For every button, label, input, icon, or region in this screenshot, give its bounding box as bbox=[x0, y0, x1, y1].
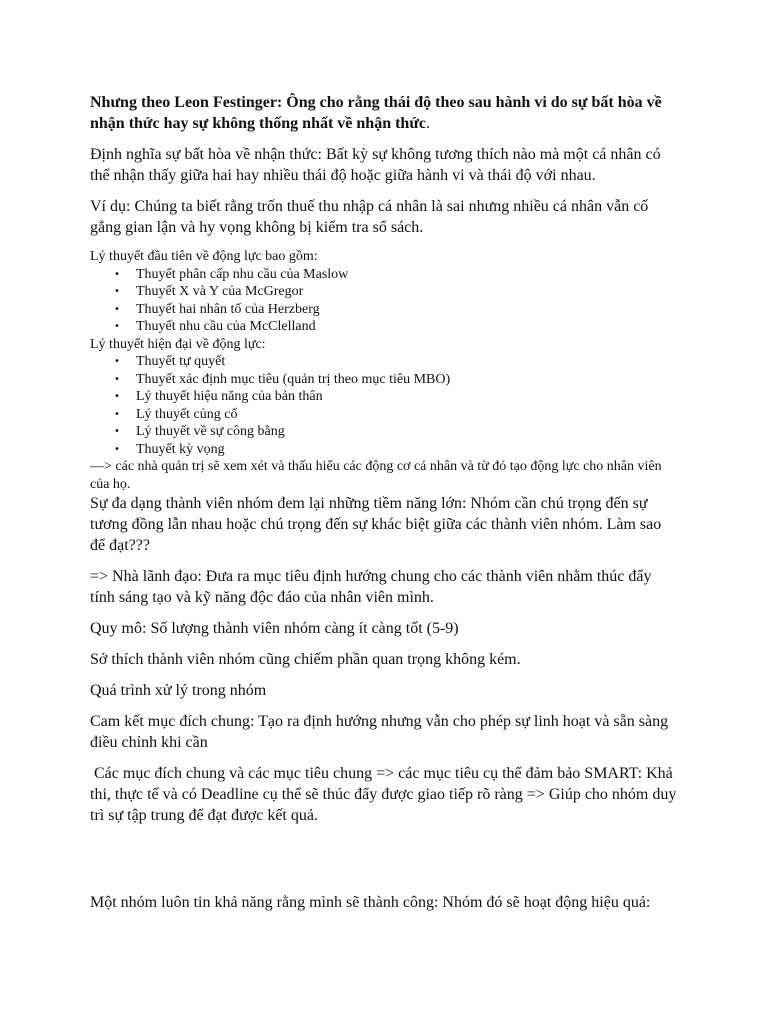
list-item: • Lý thuyết hiệu năng của bản thân bbox=[136, 388, 680, 406]
list-item: • Thuyết nhu cầu của McClelland bbox=[136, 318, 680, 336]
modern-theories-title: Lý thuyết hiện đại về động lực: bbox=[90, 336, 266, 352]
document-page bbox=[90, 92, 680, 923]
festinger-bold-text: Nhưng theo Leon Festinger: Ông cho rằng thái độ theo sau hành vi do sự bất hòa về nhận thức hay sự không thống nhất về nhận thức bbox=[90, 94, 662, 132]
list-item: • Thuyết hai nhân tố của Herzberg bbox=[136, 301, 680, 319]
list-item: • Lý thuyết về sự công bằng bbox=[136, 423, 680, 441]
list-item: • Thuyết kỳ vọng bbox=[136, 441, 680, 459]
paragraph-diversity: Sự đa dạng thành viên nhóm đem lại những tiềm năng lớn: Nhóm cần chú trọng đến sự tương đồng lẫn nhau hoặc chú trọng đến sự khác biệt giữa các thành viên nhóm. Làm sao để đạt??? bbox=[90, 495, 662, 554]
paragraph-leader: => Nhà lãnh đạo: Đưa ra mục tiêu định hướng chung cho các thành viên nhằm thúc đẩy tính sáng tạo và kỹ năng độc đáo của nhân viên mình. bbox=[90, 568, 652, 606]
list-item: • Thuyết X và Y của McGregor bbox=[136, 283, 680, 301]
festinger-tail: . bbox=[426, 115, 431, 132]
paragraph-process: Quá trình xử lý trong nhóm bbox=[90, 682, 267, 699]
list-item: • Thuyết phân cấp nhu cầu của Maslow bbox=[136, 266, 680, 284]
arrow-note: —> các nhà quản trị sẽ xem xét và thấu hiểu các động cơ cá nhân và từ đó tạo động lực cho nhân viên của họ. bbox=[90, 459, 662, 492]
paragraph-festinger bbox=[90, 92, 680, 134]
paragraph-commitment: Cam kết mục đích chung: Tạo ra định hướng nhưng vẫn cho phép sự linh hoạt và sẵn sàng điều chỉnh khi cần bbox=[90, 713, 669, 751]
paragraph-smart: Các mục đích chung và các mục tiêu chung => các mục tiêu cụ thể đảm bảo SMART: Khả thi, thực tế và có Deadline cụ thể sẽ thúc đẩy được giao tiếp rõ ràng => Giúp cho nhóm duy trì sự tập trung để đạt được kết quả. bbox=[90, 765, 681, 824]
list-item: • Thuyết tự quyết bbox=[136, 353, 680, 371]
blank-space bbox=[90, 836, 680, 892]
modern-theories-list bbox=[90, 353, 680, 458]
early-theories-list bbox=[90, 266, 680, 336]
list-item: • Lý thuyết củng cố bbox=[136, 406, 680, 424]
paragraph-confidence: Một nhóm luôn tin khả năng rằng mình sẽ thành công: Nhóm đó sẽ hoạt động hiệu quả: bbox=[90, 894, 651, 911]
list-item: • Thuyết xác định mục tiêu (quản trị theo mục tiêu MBO) bbox=[136, 371, 680, 389]
early-theories-title: Lý thuyết đầu tiên về động lực bao gồm: bbox=[90, 249, 318, 264]
paragraph-size: Quy mô: Số lượng thành viên nhóm càng ít càng tốt (5-9) bbox=[90, 620, 459, 637]
paragraph-definition: Định nghĩa sự bất hòa về nhận thức: Bất kỳ sự không tương thích nào mà một cá nhân có thể nhận thấy giữa hai hay nhiều thái độ hoặc giữa hành vi và thái độ với nhau. bbox=[90, 146, 661, 184]
paragraph-example: Ví dụ: Chúng ta biết rằng trốn thuế thu nhập cá nhân là sai nhưng nhiều cá nhân vẫn cố gắng gian lận và hy vọng không bị kiểm tra sổ sách. bbox=[90, 198, 649, 236]
paragraph-interests: Sở thích thành viên nhóm cũng chiếm phần quan trọng không kém. bbox=[90, 651, 521, 668]
